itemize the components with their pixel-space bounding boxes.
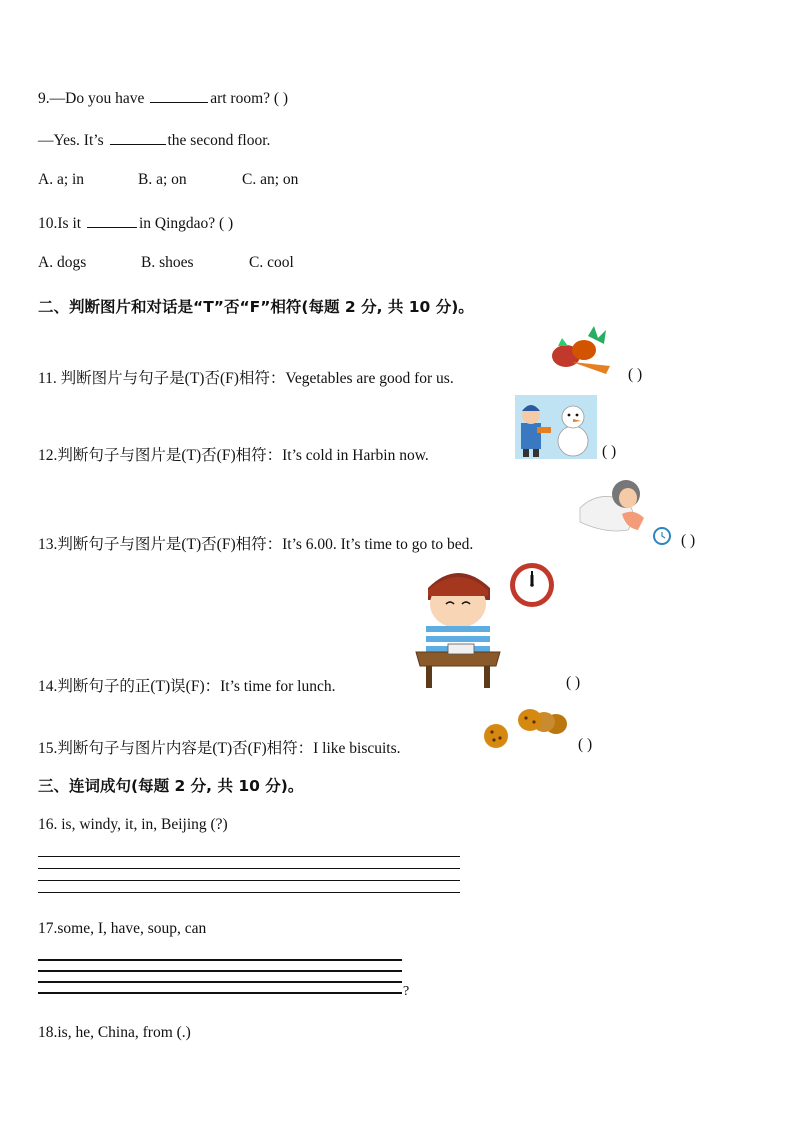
q17-answer-line-3[interactable] bbox=[38, 981, 402, 983]
girl-in-bed-picture bbox=[578, 472, 673, 548]
q9-blank-1[interactable] bbox=[150, 88, 208, 103]
q10-post: in Qingdao? ( ) bbox=[138, 215, 234, 232]
q10-pre: 10.Is it bbox=[38, 215, 85, 232]
q10-options bbox=[38, 254, 294, 272]
q9-line2 bbox=[38, 130, 270, 150]
q17-answer-line-2[interactable] bbox=[38, 970, 402, 972]
q9-option-b[interactable]: B. a; on bbox=[138, 171, 187, 188]
q16-answer-line-2[interactable] bbox=[38, 868, 460, 869]
section3-title: 三、连词成句(每题 2 分, 共 10 分)。 bbox=[38, 777, 304, 795]
q9-line1-post: art room? ( ) bbox=[210, 90, 289, 107]
q17-answer-line-1[interactable] bbox=[38, 959, 402, 961]
q9-line2-post: the second floor. bbox=[167, 132, 271, 149]
q9-line1-pre: 9.—Do you have bbox=[38, 90, 149, 107]
biscuits-picture bbox=[482, 706, 572, 752]
q18-words: 18.is, he, China, from (.) bbox=[38, 1024, 191, 1041]
q9-line1 bbox=[38, 88, 288, 108]
q16-answer-line-4[interactable] bbox=[38, 892, 460, 893]
q10-option-a[interactable]: A. dogs bbox=[38, 254, 87, 271]
q12-answer-paren[interactable]: ( ) bbox=[602, 443, 617, 460]
q17-words: 17.some, I, have, soup, can bbox=[38, 920, 207, 937]
q12-text: 12.判断句子与图片是(T)否(F)相符：It’s cold in Harbin now. bbox=[38, 447, 429, 464]
q15-text: 15.判断句子与图片内容是(T)否(F)相符：I like biscuits. bbox=[38, 740, 401, 757]
q9-option-c[interactable]: C. an; on bbox=[242, 171, 299, 188]
q17-answer-line-4[interactable] bbox=[38, 992, 402, 994]
q10-blank[interactable] bbox=[87, 213, 137, 228]
q9-options bbox=[38, 171, 298, 189]
q16-words: 16. is, windy, it, in, Beijing (?) bbox=[38, 816, 228, 833]
q17-end-mark: ? bbox=[403, 984, 410, 999]
q15-answer-paren[interactable]: ( ) bbox=[578, 736, 593, 753]
snowman-picture bbox=[515, 395, 597, 459]
vegetables-picture bbox=[548, 322, 618, 378]
q9-option-a[interactable]: A. a; in bbox=[38, 171, 85, 188]
q10-option-b[interactable]: B. shoes bbox=[141, 254, 194, 271]
q9-blank-2[interactable] bbox=[110, 130, 166, 145]
q13-answer-paren[interactable]: ( ) bbox=[681, 532, 696, 549]
q16-answer-line-3[interactable] bbox=[38, 880, 460, 881]
section2-title: 二、判断图片和对话是“T”否“F”相符(每题 2 分, 共 10 分)。 bbox=[38, 298, 474, 316]
boy-eating-lunch-picture bbox=[412, 560, 504, 690]
q9-line2-pre: —Yes. It’s bbox=[38, 132, 108, 149]
q13-text: 13.判断句子与图片是(T)否(F)相符：It’s 6.00. It’s time to go to bed. bbox=[38, 536, 474, 553]
q10-option-c[interactable]: C. cool bbox=[249, 254, 294, 271]
q11-text: 11. 判断图片与句子是(T)否(F)相符：Vegetables are good for us. bbox=[38, 370, 454, 387]
clock-picture bbox=[508, 561, 556, 609]
q10-line bbox=[38, 213, 233, 233]
q11-answer-paren[interactable]: ( ) bbox=[628, 366, 643, 383]
q16-answer-line-1[interactable] bbox=[38, 856, 460, 857]
q14-answer-paren[interactable]: ( ) bbox=[566, 674, 581, 691]
q14-text: 14.判断句子的正(T)误(F)：It’s time for lunch. bbox=[38, 678, 336, 695]
